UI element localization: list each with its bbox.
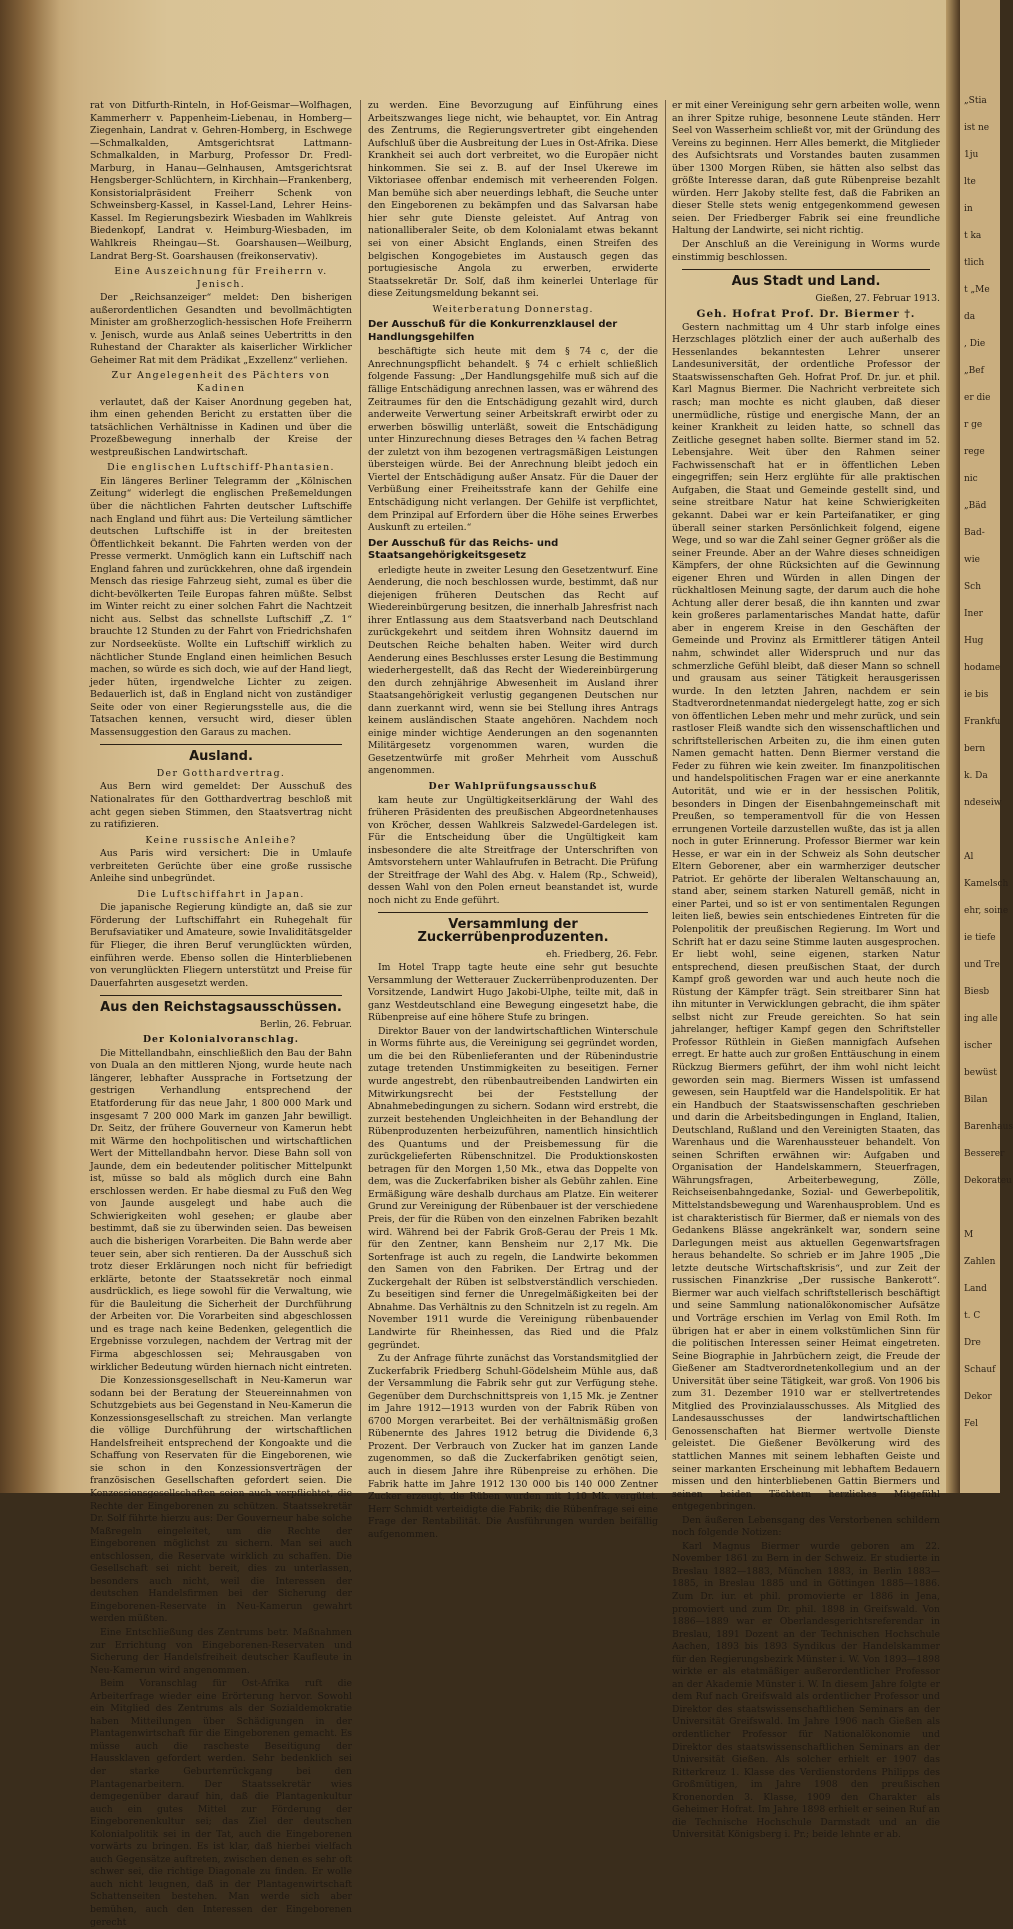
dateline: Gießen, 27. Februar 1913. [815,292,940,304]
column-rule [665,100,666,1440]
edge-text-fragment: hodame [964,663,1001,673]
subheading: Der Kolonialvoranschlag. [143,1034,299,1046]
paragraph: Gestern nachmittag um 4 Uhr starb infolge eines Herzschlages plötzlich einer der auch außerhalb des Hessenlandes bekanntesten Lehrer unserer Landesuniversität, der ordentliche Professor der Staatswissenschaften Geh. Hofrat Prof. Dr. jur. et phil. Karl Magnus Biermer. Die Nachricht verbreitete sich rasch; man mochte es nicht glauben, daß dieser unermüdliche, rüstige und energische Mann, der an keiner Krankheit zu leiden hatte, so schnell das Zeitliche gesegnet haben sollte. Biermer stand im 52. Lebensjahre. Weit über den Rahmen seiner Fachwissenschaft hat er in öffentlichen Leben eingegriffen; sein Herz erglühte für alle praktischen Aufgaben, die Staat und Gemeinde gestellt sind, und seine streitbare Natur hat keine Schwierigkeiten gekannt. Dabei war er kein Parteifanatiker, er ging überall seiner starken Persönlichkeit folgend, eigene Wege, und so war die Zahl seiner Gegner größer als die seiner Freunde. Aber an der Wahre dieses schneidigen Kämpfers, der ohne Rücksichten auf die Gewinnung eigener Ehren und Würden in allen Dingen der rückhaltlosen Meinung sagte, der darum auch die hohe Achtung aller derer besaß, die ihn kannten und zwar kein großeres parlamentarisches Mandat hatte, dafür aber in engerem Kreise in den Geschäften der Gemeinde und Provinz als Ermittlerer tätigen Anteil nahm, schwindet aller Widerspruch und nur das schmerzliche Gefühl bleibt, daß dieser Mann so schnell und grausam aus seiner Tätigkeit herausgerissen wurde. In den letzten Jahren, nachdem er sein Stadtverordnetenmandat niedergelegt hatte, zog er sich von öffentlichen Leben mehr und mehr zurück, und sein rastloser Fleiß wandte sich den wissenschaftlichen und schriftstellerischen Arbeiten zu, die ihm einen guten Namen gemacht hatten. Denn Biermer verstand die Feder zu führen wie kein zweiter. Im finanzpolitischen und handelspolitischen Fragen war er eine anerkannte Autorität, und wie er in der hessischen Politik, besonders in Dingen der Eisenbahngemeinschaft mit Preußen, so temperamentvoll für die von Hessen errungenen Vorteile darzustellen wußte, das ist ja allen noch in guter Erinnerung. Professor Biermer war kein Hesse, er war ein in der Schweiz als Sohn deutscher Eltern Geborener, aber ein warmherziger deutscher Patriot. Er gehörte der liberalen Weltanschauung an, stand aber, seinem starken Naturell gemäß, nicht in einer Partei, und so ist er von sentimentalen Regungen leiten ließ, bewies sein entschiedenes Eintreten für die Polenpolitik der preußischen Regierung. Im Wort und Schrift hat er dazu seine Stimme lauten ausgesprochen. Er liebt wohl, seine eigenen, starken Natur entsprechend, diesen preußischen Staat, der durch Kampf groß geworden war und auch heute noch die Rüstung der Kämpfer trägt. Sein streitbarer Sinn hat ihn mitunter in Verwicklungen gebracht, die ihm später selbst nicht zur Freude gereichten. So hat sein jahrelanger, heftiger Kampf gegen den Schriftsteller Professor Rüthlein in Gießen mannigfach Aufsehen erregt. Er hatte auch zur großen Enttäuschung in einem Rückzug Biermers geführt, der ihm wohl nicht leicht geworden sein mag. Biermers Wissen ist umfassend gewesen, sein Hauptfeld war die Handelspolitik. Er hat ein Handbuch der Staatswissenschaften geschrieben und darin die Arbeitsbedingungen in England, Italien, Deutschland, Rußland und den Vereinigten Staaten, das Warenhaus und die Warenhaussteuer behandelt. Von seinen Schriften erwähnen wir: Aufgaben und Organisation der Handelskammern, Steuerfragen, Währungsfragen, Arbeiterbewegung, Zölle, Reichseisenbahngedanke, Sozial- und Gewerbepolitik, Mittelstandsbewegung und Warenhausproblem. Und es ist charakteristisch für Biermer, daß er niemals von des Gedankens Blässe angekränkelt war, sondern seine Darlegungen meist aus aktuellen Gegenwartsfragen heraus behandelte. So schrieb er im Jahre 1905 „Die letzte deutsche Wirtschaftskrisis“, und zur Zeit der russischen Finanzkrise „Der russische Bankerott“. Biermer war auch vielfach schriftstellerisch beschäftigt und seine Sammlung nationalökonomischer Aufsätze und Vorträge erschien im Verlag von Emil Roth. Im übrigen hat er aber in einem volkstümlichen Sinn für die politischen Interessen seiner Heimat eingetreten. Seine Biographie in Jahrbüchern zeigt, die Freude der Gießener am Stadtverordnetenkollegium und an der Universität über seine Tätigkeit, war groß. Von 1906 bis zum 31. Dezember 1910 war er stellvertretendes Mitglied des Provinzialausschusses. Als Mitglied des Landesausschusses der landwirtschaftlichen Genossenschaften hat Biermer wertvolle Dienste geleistet. Die Gießener Bevölkerung wird des stattlichen Mannes mit seinem lebhaften Geiste und seiner markanten Erscheinung mit lebhaftem Bedauern missen und den hinterbliebenen Gattin Biermers und seinen beiden Töchtern herzliches Mitgefühl entgegenbringen. [672,321,940,1513]
paragraph: verlautet, daß der Kaiser Anordnung gegeben hat, ihm einen gehenden Bericht zu erstatten über die tatsächlichen Verhältnisse in Kadinen und über die Prozeßbewegung innerhalb der Kreise der westpreußischen Landwirtschaft. [90,396,352,458]
edge-text-fragment: Bad- [964,528,985,538]
edge-text-fragment: bern [964,744,986,754]
paragraph: Die Konzessionsgesellschaft in Neu-Kamerun war sodann bei der Beratung der Steuereinnahmen von Schutzgebiets aus bei Gegenstand in Neu-Kamerun die Konzessionsgesellschaft zu streichen. Man verlangte die völlige Durchführung der wirtschaftlichen Handelsfreiheit entsprechend der Kongoakte und die Schaffung von Reservaten für die Eingeborenen, wie sie schon in den Konzessionsverträgen der französischen Gesellschaften gefordert seien. Die Konzessionsgesellschaften seien auch verpflichtet, die Rechte der Eingeborenen zu schützen. Staatssekretär Dr. Solf führte hierzu aus: Der Gouverneur habe solche Maßregeln eingeleitet, um die Rechte der Eingeborenen möglichst zu sichern. Man sei auch entschlossen, die Reservate wirklich zu schaffen. Die Gesellschaft sei nicht bereit, dies zu unterlassen, besonders auch nicht, weil die Interessen der deutschen Handelsfirmen bei der Sicherung der Eingeborenen-Reservate in Neu-Kamerun gewahrt werden müßten. [90,1375,352,1625]
edge-text-fragment: Kamelsch [964,879,1009,889]
edge-text-fragment: ndeseiw [964,798,1002,808]
page-gutter [946,0,960,1493]
edge-text-fragment: bewüst [964,1068,997,1078]
note: Weiterberatung Donnerstag. [432,303,594,315]
section-rule [378,912,648,913]
edge-text-fragment: Dre [964,1338,981,1348]
paragraph: Zu der Anfrage führte zunächst das Vorstandsmitglied der Zuckerfabrik Friedberg Schuhl-Gödelsheim Mühle aus, daß der Versammlung die Fabrik sehr gut zur Verfügung stehe. Gegenüber dem Durchschnittspreis von 1,15 Mk. je Zentner im Jahre 1912—1913 wurden von der Fabrik Rüben von 6700 Morgen verarbeitet. Bei der verhältnismäßig großen Rübenernte des Jahres 1912 betrug die Dividende 6,3 Prozent. Der Verbrauch von Zucker hat im ganzen Lande zugenommen, so daß die Zuckerfabriken genötigt seien, auch in diesem Jahre ihre Rübenpreise zu erhöhen. Die Fabrik hatte im Jahre 1912 130 000 bis 140 000 Zentner Zucker erzeugt, die Rüben wurden mit 1,10 Mk. vergütet. Herr Schmidt verteidigte die Fabrik; die Rübenfrage sei eine Frage der Rentabilität. Die Ausführungen wurden beifällig aufgenommen. [368,1353,658,1540]
edge-text-fragment: Al [964,852,974,862]
paragraph: zu werden. Eine Bevorzugung auf Einführung eines Arbeitszwanges liege nicht, wie behauptet, vor. Ein Antrag des Zentrums, die Regierungsvertreter gibt eingehenden Aufschluß über die Ausbreitung der Lues in Ost-Afrika. Diese Krankheit sei auch dort verbreitet, wo die Europäer nicht hinkommen. Sie sei z. B. auf der Insel Ukerewe im Viktoriasee offenbar endemisch mit verheerenden Folgen. Man bemühe sich aber neuerdings lebhaft, die Seuche unter den Eingeborenen zu bekämpfen und das Salvarsan habe hier sehr gute Dienste geleistet. Auf Antrag von nationalliberaler Seite, ob dem Kolonialamt etwas bekannt sei von einer Absicht Englands, einen Streifen des belgischen Kongogebietes im Austausch gegen das portugiesische Angola zu erwerben, erwiderte Staatssekretär Dr. Solf, daß ihm keinerlei Unterlage für diese Zeitungsmeldung bekannt sei. [368,100,658,300]
edge-text-fragment: t „Me [964,285,990,295]
edge-text-fragment: lte [964,177,976,187]
edge-text-fragment: ing alle [964,1014,998,1024]
edge-text-fragment: rege [964,447,985,457]
edge-text-fragment: Frankfu [964,717,1001,727]
edge-text-fragment: „Stia [964,96,987,106]
edge-text-fragment: ehr, soine [964,906,1009,916]
paragraph: Aus Paris wird versichert: Die in Umlaufe verbreiteten Gerüchte über eine große russische Anleihe sind unbegründet. [90,848,352,885]
edge-text-fragment: Barenhaus [964,1122,1013,1132]
paragraph: Der „Reichsanzeiger“ meldet: Den bisherigen außerordentlichen Gesandten und bevollmächtigten Minister am großherzoglich-hessischen Hofe Freiherrn v. Jenisch, wurde aus Anlaß seines Uebertritts in den Ruhestand der Charakter als kaiserlicher Wirklicher Geheimer Rat mit dem Prädikat „Exzellenz“ verliehen. [90,292,352,366]
subheading: Geh. Hofrat Prof. Dr. Biermer †. [696,308,916,321]
edge-text-fragment: Bilan [964,1095,988,1105]
paragraph: Eine Entschließung des Zentrums betr. Maßnahmen zur Errichtung von Eingeborenen-Reservaten und Sicherung der Handelsfreiheit deutscher Kaufleute in Neu-Kamerun wird angenommen. [90,1626,352,1676]
column-1 [90,100,352,1928]
paragraph: Die japanische Regierung kündigte an, daß sie zur Förderung der Luftschiffahrt ein Ruhegehalt für Berufsaviatiker und Amateure, sowie Invaliditätsgelder für Flieger, die ihren Beruf verunglückten würden, einführen werde. Ebenso sollen die Hinterbliebenen von verunglückten Fliegern unterstützt und Preise für Dauerfahrten ausgesetzt werden. [90,902,352,989]
edge-text-fragment: , Die [964,339,986,349]
subheading: Die Luftschiffahrt in Japan. [137,888,305,900]
dateline: eh. Friedberg, 26. Febr. [546,948,658,960]
paragraph: Direktor Bauer von der landwirtschaftlichen Winterschule in Worms führte aus, die Vereinigung sei gegründet worden, um die bei den Rübenlieferanten und der Rübenindustrie zutage tretenden Unstimmigkeiten zu beseitigen. Ferner wurde angestrebt, den rübenbautreibenden Landwirten ein Mitwirkungsrecht bei der Feststellung der Abnahmebedingungen zu sichern. Sodann wird erstrebt, die zurzeit bestehenden Ungleichheiten in der Behandlung der Rübenproduzenten herbeizuführen, namentlich hinsichtlich des Quantums und der Preisbemessung für die zurückgelieferten Rübenschnitzel. Die Produktionskosten betragen für den Morgen 1,50 Mk., etwa das Doppelte von dem, was die Zuckerfabriken bisher als Gebühr zahlen. Eine Ermäßigung wäre deshalb durchaus am Platze. Ein weiterer Grund zur Vereinigung der Rübenbauer ist der verschiedene Preis, der für die Rüben von den einzelnen Fabriken bezahlt wird. Während bei der Fabrik Groß-Gerau der Preis 1 Mk. für den Zentner, kann Bensheim nur 2,17 Mk. Die Sortenfrage ist auch zu regeln, die Landwirte bekommen den Samen von den Fabriken. Der Ertrag und der Zuckergehalt der Rüben ist selbstverständlich verschieden. Zu beseitigen sind ferner die Unregelmäßigkeiten bei der Abnahme. Das Verhältnis zu den Schnitzeln ist zu regeln. Am November 1911 wurde die Vereinigung rübenbauender Landwirte für Rheinhessen, das Ried und die Pfalz gegründet. [368,1025,658,1351]
paragraph: er mit einer Vereinigung sehr gern arbeiten wolle, wenn an ihrer Spitze ruhige, besonnene Leute ständen. Herr Seel von Wasserheim schließt vor, mit der Gründung des Vereins zu beginnen. Herr Alles bemerkt, die Mitglieder des Aufsichtsrats und Vorstandes bauten zusammen über 1300 Morgen Rüben, sie hätten also selbst das größte Interesse daran, daß gute Rübenpreise bezahlt würden. Herr Jakoby stellte fest, daß die Fabriken an dieser Stelle stets wenig entgegenkommend gewesen seien. Der Friedberger Fabrik sei eine freundliche Haltung der Landwirte, sei nicht richtig. [672,100,940,237]
edge-text-fragment: ie bis [964,690,989,700]
paragraph: rat von Ditfurth-Rinteln, in Hof-Geismar—Wolfhagen, Kammerherr v. Pappenheim-Liebenau, in Homberg—Ziegenhain, Landrat v. Gehren-Homberg, in Eschwege—Schmalkalden, Amtsgerichtsrat Lattmann-Schmalkalden, in Marburg, Professor Dr. Fredl-Marburg, in Hanau—Gelnhausen, Amtsgerichtsrat Hengsberger-Schlüchtern, in Kirchhain—Frankenberg, Konsistorialpräsident Freiherr Schenk von Schweinsberg-Kassel, in Kassel-Land, Lehrer Heins-Kassel. Im Regierungsbezirk Wiesbaden im Wahlkreis Biedenkopf, Landrat v. Heimburg-Wiesbaden, im Wahlkreis Rheingau—St. Goarshausen—Weilburg, Landrat Berg-St. Goarshausen (freikonservativ). [90,100,352,262]
subheading: Der Ausschuß für die Konkurrenzklausel der Handlungsgehilfen [368,319,618,343]
edge-text-fragment: ie tiefe [964,933,996,943]
adjacent-page-edge [960,0,1013,1493]
edge-text-fragment: Land [964,1284,987,1294]
paragraph: Den äußeren Lebensgang des Verstorbenen schildern noch folgende Notizen: [672,1514,940,1539]
edge-text-fragment: t. C [964,1311,981,1321]
edge-text-fragment: Besserer [964,1149,1005,1159]
paragraph: Die Mittellandbahn, einschließlich den Bau der Bahn von Duala an den mittleren Njong, wurde heute nach längerer, lebhafter Aussprache in Fortsetzung der gestrigen Verhandlung entsprechend der Etatforderung für das neue Jahr, 1 800 000 Mark und insgesamt 7 200 000 Mark im ganzen Jahr bewilligt. Dr. Seitz, der frühere Gouverneur von Kamerun hebt mit Wärme den hochpolitischen und wirtschaftlichen Wert der Mittellandbahn hervor. Diese Bahn soll von Jaunde, dem ein bedeutender politischer Mittelpunkt ist, müsse so bald als möglich durch eine Bahn erschlossen werden. Er habe diesmal zu Fuß den Weg von Jaunde ausgelegt und habe auch die Schwierigkeiten wohl gesehen; er glaube aber bestimmt, daß sie zu überwinden seien. Das beweisen auch die bisherigen Vorarbeiten. Die Bahn werde aber teuer sein, aber sich rentieren. Da der Ausschuß sich trotz dieser Erklärungen noch nicht für befriedigt erklärte, betonte der Staatssekretär noch einmal ausdrücklich, es liege sowohl für die Verwaltung, wie für die Bauleitung die Sicherheit der Durchführung der Arbeiten vor. Die Vorarbeiten sind abgeschlossen und es trage nach keine Bedenken, gelegentlich die Ergebnisse vorzulegen, nachdem der Vertrag mit der Firma abgeschlossen sei; Mehrausgaben von wirklicher Bedeutung würden hiernach nicht eintreten. [90,1047,352,1373]
edge-text-fragment: Hug [964,636,984,646]
book-binding-shadow [0,0,80,1493]
section-heading: Aus den Reichstagsausschüssen. [100,1000,342,1016]
edge-text-fragment: wie [964,555,980,565]
paragraph: Aus Bern wird gemeldet: Der Ausschuß des Nationalrates für den Gotthardvertrag beschloß mit acht gegen sieben Stimmen, den Staatsvertrag nicht zu ratifizieren. [90,781,352,831]
edge-text-fragment: 1ju [964,150,979,160]
subheading: Eine Auszeichnung für Freiherrn v. Jenisch. [114,266,328,290]
section-rule [100,995,342,996]
paragraph: kam heute zur Ungültigkeitserklärung der Wahl des früheren Präsidenten des preußischen Abgeordnetenhauses von Kröcher, dessen Wahlkreis Salzwedel-Gardelegen ist. Für die Entscheidung über die Ungültigkeit kam insbesondere die alte Streitfrage der Unterschriften von Amtsvorstehern unter Wahlaufrufen in Betracht. Die Prüfung der Streitfrage der Wahl des Abg. v. Halem (Rp., Schweid), dessen Wahl von den Polen erneut beanstandet ist, wurde noch nicht zu Ende geführt. [368,794,658,906]
subheading: Keine russische Anleihe? [145,834,297,846]
edge-text-fragment: r ge [964,420,983,430]
edge-text-fragment: Dekorateu [964,1176,1012,1186]
paragraph: erledigte heute in zweiter Lesung den Gesetzentwurf. Eine Aenderung, die noch beschlossen wurde, bestimmt, daß nur diejenigen früheren Deutschen das Recht auf Wiedereinbürgerung besitzen, die innerhalb Jahresfrist nach ihrer Entlassung aus dem Staatsverband nach Deutschland zurückgekehrt und seitdem ihren Wohnsitz dauernd im Deutschen Reiche behalten haben. Weiter wird durch Aenderung eines Beschlusses erster Lesung die Bestimmung wiederhergestellt, daß das Recht der Wiedereinbürgerung den durch zehnjährige Abwesenheit im Ausland ihrer Staatsangehörigkeit verlustig gegangenen Deutschen nur dann zuerkannt wird, wenn sie bei Stellung ihres Antrags keinem ausländischen Staate angehören. Nachdem noch einige minder wichtige Aenderungen an den sogenannten Militärgesetz vorgenommen waren, wurden die Gesetzentwürfe mit großer Mehrheit vom Ausschuß angenommen. [368,564,658,777]
edge-text-fragment: M [964,1230,974,1240]
subheading: Die englischen Luftschiff-Phantasien. [107,462,335,474]
section-heading: Versammlung der Zuckerrübenproduzenten. [417,917,609,945]
subheading: Der Wahlprüfungsausschuß [428,780,598,792]
edge-text-fragment: da [964,312,976,322]
edge-text-fragment: Dekor [964,1392,992,1402]
paragraph: Karl Magnus Biermer wurde geboren am 22. November 1861 zu Bern in der Schweiz. Er studierte in Breslau 1882—1883, München 1883, in Berlin 1883—1885, in Breslau 1885 und in Göttingen 1885—1886. Zum Dr. iur. et phil. promovierte er 1886 in Jena, promoviert und zum Dr. phil. 1898 in Greifswald. Von 1886—1889 war er Oberlandesgerichtsreferendar in Breslau, 1891 Dozent an der Technischen Hochschule Aachen, 1893 bis 1893 Syndikus der Handelskammer für den Regierungsbezirk Münster i. W. Von 1893—1898 wirkte er als etatmäßiger außerordentlicher Professor an der Akademie Münster i. W. In diesem Jahre folgte er dem Ruf nach Greifswald als ordentlicher Professor und Direktor des staatswissenschaftlichen Seminars an der Universität Greifswald. Im Jahre 1906 nach Gießen als ordentlicher Professor für Nationalökonomie und Direktor des staatswissenschaftlichen Seminars an der Universität Gießen. Als solcher erhielt er 1907 das Ritterkreuz 1. Klasse des Verdienstordens Philipps des Großmütigen, im Jahre 1908 den preußischen Kronenorden 3. Klasse, 1909 den Charakter als Geheimer Hofrat. Im Jahre 1898 erhielt er seinen Ruf an die Technische Hochschule Darmstadt und an die Universität Königsberg i. Pr.; beide lehnte er ab. [672,1540,940,1841]
edge-text-fragment: ist ne [964,123,990,133]
edge-text-fragment: Schauf [964,1365,996,1375]
paragraph: beschäftigte sich heute mit dem § 74 c, der die Anrechnungspflicht behandelt. § 74 c erhielt schließlich folgende Fassung: „Der Handlungsgehilfe muß sich auf die fällige Entschädigung anrechnen lassen, was er während des Zeitraumes für den die Entschädigung gezahlt wird, durch anderweite Verwertung seiner Arbeitskraft erwirbt oder zu erwerben böswillig unterläßt, soweit die Entschädigung unter Hinzurechnung dieses Betrages den ¼ fachen Betrag der zuletzt von ihm bezogenen vertragsmäßigen Leistungen übersteigen würde. Bei der Anrechnung bleibt jedoch ein Viertel der Entschädigung außer Ansatz. Für die Dauer der Verbüßung einer Freiheitsstrafe kann der Gehilfe eine Entschädigung nicht verlangen. Der Gehilfe ist verpflichtet, dem Prinzipal auf Erfordern über die Höhe seines Erwerbes Auskunft zu erteilen.“ [368,346,658,534]
column-3 [672,100,940,1841]
column-rule [360,100,361,1440]
edge-text-fragment: und Tre [964,960,1000,970]
edge-text-fragment: „Bef [964,366,984,376]
section-heading: Ausland. [189,749,253,765]
section-rule [682,269,930,270]
edge-text-fragment: Iner [964,609,983,619]
edge-text-fragment: Zahlen [964,1257,996,1267]
edge-text-fragment: nic [964,474,978,484]
column-2 [368,100,658,1540]
section-heading: Aus Stadt und Land. [731,274,881,290]
paragraph: Im Hotel Trapp tagte heute eine sehr gut besuchte Versammlung der Wetterauer Zuckerrübenproduzenten. Der Vorsitzende, Landwirt Hugo Jakobi-Ulphe, teilte mit, daß in ganz Westdeutschland eine Bewegung eingesetzt habe, die Rübenpreise auf eine höhere Stufe zu bringen. [368,962,658,1024]
edge-text-fragment: in [964,204,973,214]
edge-text-fragment: er die [964,393,991,403]
edge-text-fragment: „Bäd [964,501,987,511]
paragraph: Beim Voranschlag für Ost-Afrika ruft die Arbeiterfrage wieder eine Erörterung hervor. Sowohl ein Mitglied des Zentrums als der Sozialdemokratie haben Mitteilungen über Schädigungen in der Plantagenwirtschaft für die Eingeborenen gemacht. Es müsse auch die rascheste Beseitigung der Haussklaven gefordert werden. Sehr bedenklich sei der starke Geburtenrückgang bei den Plantagenarbeitern. Der Staatssekretär wies demgegenüber darauf hin, daß die Plantagenkultur auch ein gutes Mittel zur Förderung der Eingeborenenkultur sei; das Ziel der deutschen Kolonialpolitik sei in der Tat, auch die Eingeborenen vorwärts zu bringen. Es ist klar, daß hierbei vielfach auch Gegensätze auftreten, zwischen denen es sehr oft schwer sei, die richtige Diagonale zu finden. Er wolle auch nicht leugnen, daß in der Plantagenwirtschaft Schattenseiten bestehen. Man werde sich aber bemühen, auch den Interessen der Eingeborenen gerecht [90,1678,352,1928]
paragraph: Der Anschluß an die Vereinigung in Worms wurde einstimmig beschlossen. [672,239,940,263]
section-rule [100,744,342,745]
subheading: Der Gotthardvertrag. [156,767,286,779]
edge-text-fragment: Biesb [964,987,990,997]
edge-text-fragment: tlich [964,258,985,268]
edge-text-fragment: ischer [964,1041,992,1051]
edge-text-fragment: k. Da [964,771,988,781]
paragraph: Ein längeres Berliner Telegramm der „Kölnischen Zeitung“ widerlegt die englischen Preßemeldungen über die nächtlichen Fahrten deutscher Luftschiffe nach England und führt aus: Die Verteilung sämtlicher deutschen Luftschiffe ist in der breitesten Öffentlichkeit bekannt. Die Fahrten werden von der Presse vermerkt. Unmöglich kann ein Luftschiff nach England fahren und zurückkehren, ohne daß irgendein Mensch das riesige Fahrzeug sieht, zumal es über die dicht-bevölkerten Teile Europas fahren müßte. Selbst im Winter reicht zu einer solchen Fahrt die Nachtzeit nicht aus. Selbst das schnellste Luftschiff „Z. 1“ brauchte 12 Stunden zu der Fahrt von Friedrichshafen zur Nordseeküste. Wollte ein Luftschiff wirklich zu nächtlicher Stunde England einen heimlichen Besuch machen, so würde es sich doch, wie auf der Hand liegt, jeder hüten, irgendwelche Lichter zu zeigen. Bedauerlich ist, daß in England nicht von zuständiger Seite oder von einer Regierungsstelle aus, die die Tatsachen kennen, versucht wird, dieser üblen Massensuggestion den Garaus zu machen. [90,475,352,738]
subheading: Zur Angelegenheit des Pächters von Kadinen [111,370,331,395]
edge-text-fragment: t ka [964,231,982,241]
dateline: Berlin, 26. Februar. [259,1018,352,1030]
edge-text-fragment: Fel [964,1419,978,1429]
edge-text-fragment: Sch [964,582,982,592]
subheading: Der Ausschuß für das Reichs- und Staatsangehörigkeitsgesetz [368,537,559,562]
